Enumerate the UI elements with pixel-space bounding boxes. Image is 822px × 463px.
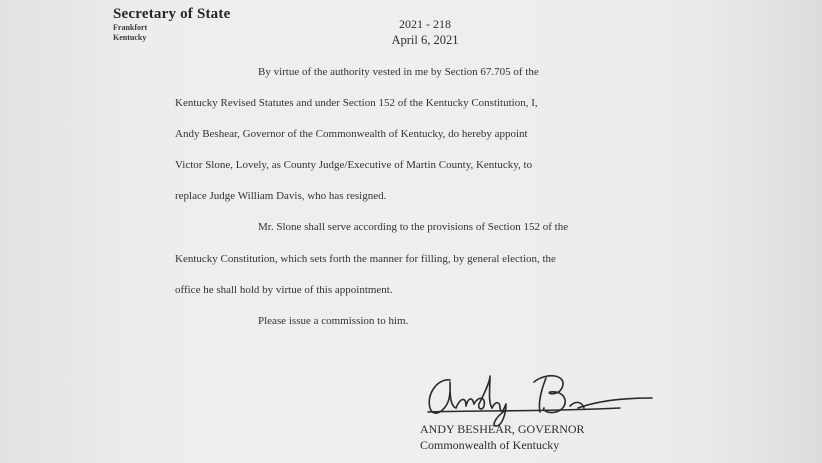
order-date: April 6, 2021 (391, 33, 459, 47)
body-line-5: replace Judge William Davis, who has resigned. (175, 190, 387, 202)
body-line-8: office he shall hold by virtue of this appointment. (175, 284, 393, 296)
body-line-7: Kentucky Constitution, which sets forth the manner for filling, by general election, the (175, 253, 556, 265)
office-city: Frankfort (113, 23, 148, 32)
office-state: Kentucky (113, 33, 147, 42)
order-header (380, 16, 470, 48)
body-line-4: Victor Slone, Lovely, as County Judge/Executive of Martin County, Kentucky, to (175, 159, 533, 171)
order-number: 2021 - 218 (399, 17, 451, 31)
body-line-9: Please issue a commission to him. (258, 315, 409, 327)
handwritten-signature (420, 368, 660, 428)
body-line-3: Andy Beshear, Governor of the Commonwealth of Kentucky, do hereby appoint (175, 128, 528, 140)
letterhead (113, 6, 230, 43)
signature-block (420, 368, 660, 458)
signatory-name: ANDY BESHEAR, GOVERNOR (420, 422, 585, 436)
body-line-2: Kentucky Revised Statutes and under Section 152 of the Kentucky Constitution, I, (175, 97, 538, 109)
body-line-1: By virtue of the authority vested in me by Section 67.705 of the (258, 66, 539, 78)
office-title: Secretary of State (113, 6, 231, 22)
signatory-title: Commonwealth of Kentucky (420, 438, 560, 452)
body-line-6: Mr. Slone shall serve according to the provisions of Section 152 of the (258, 221, 569, 233)
